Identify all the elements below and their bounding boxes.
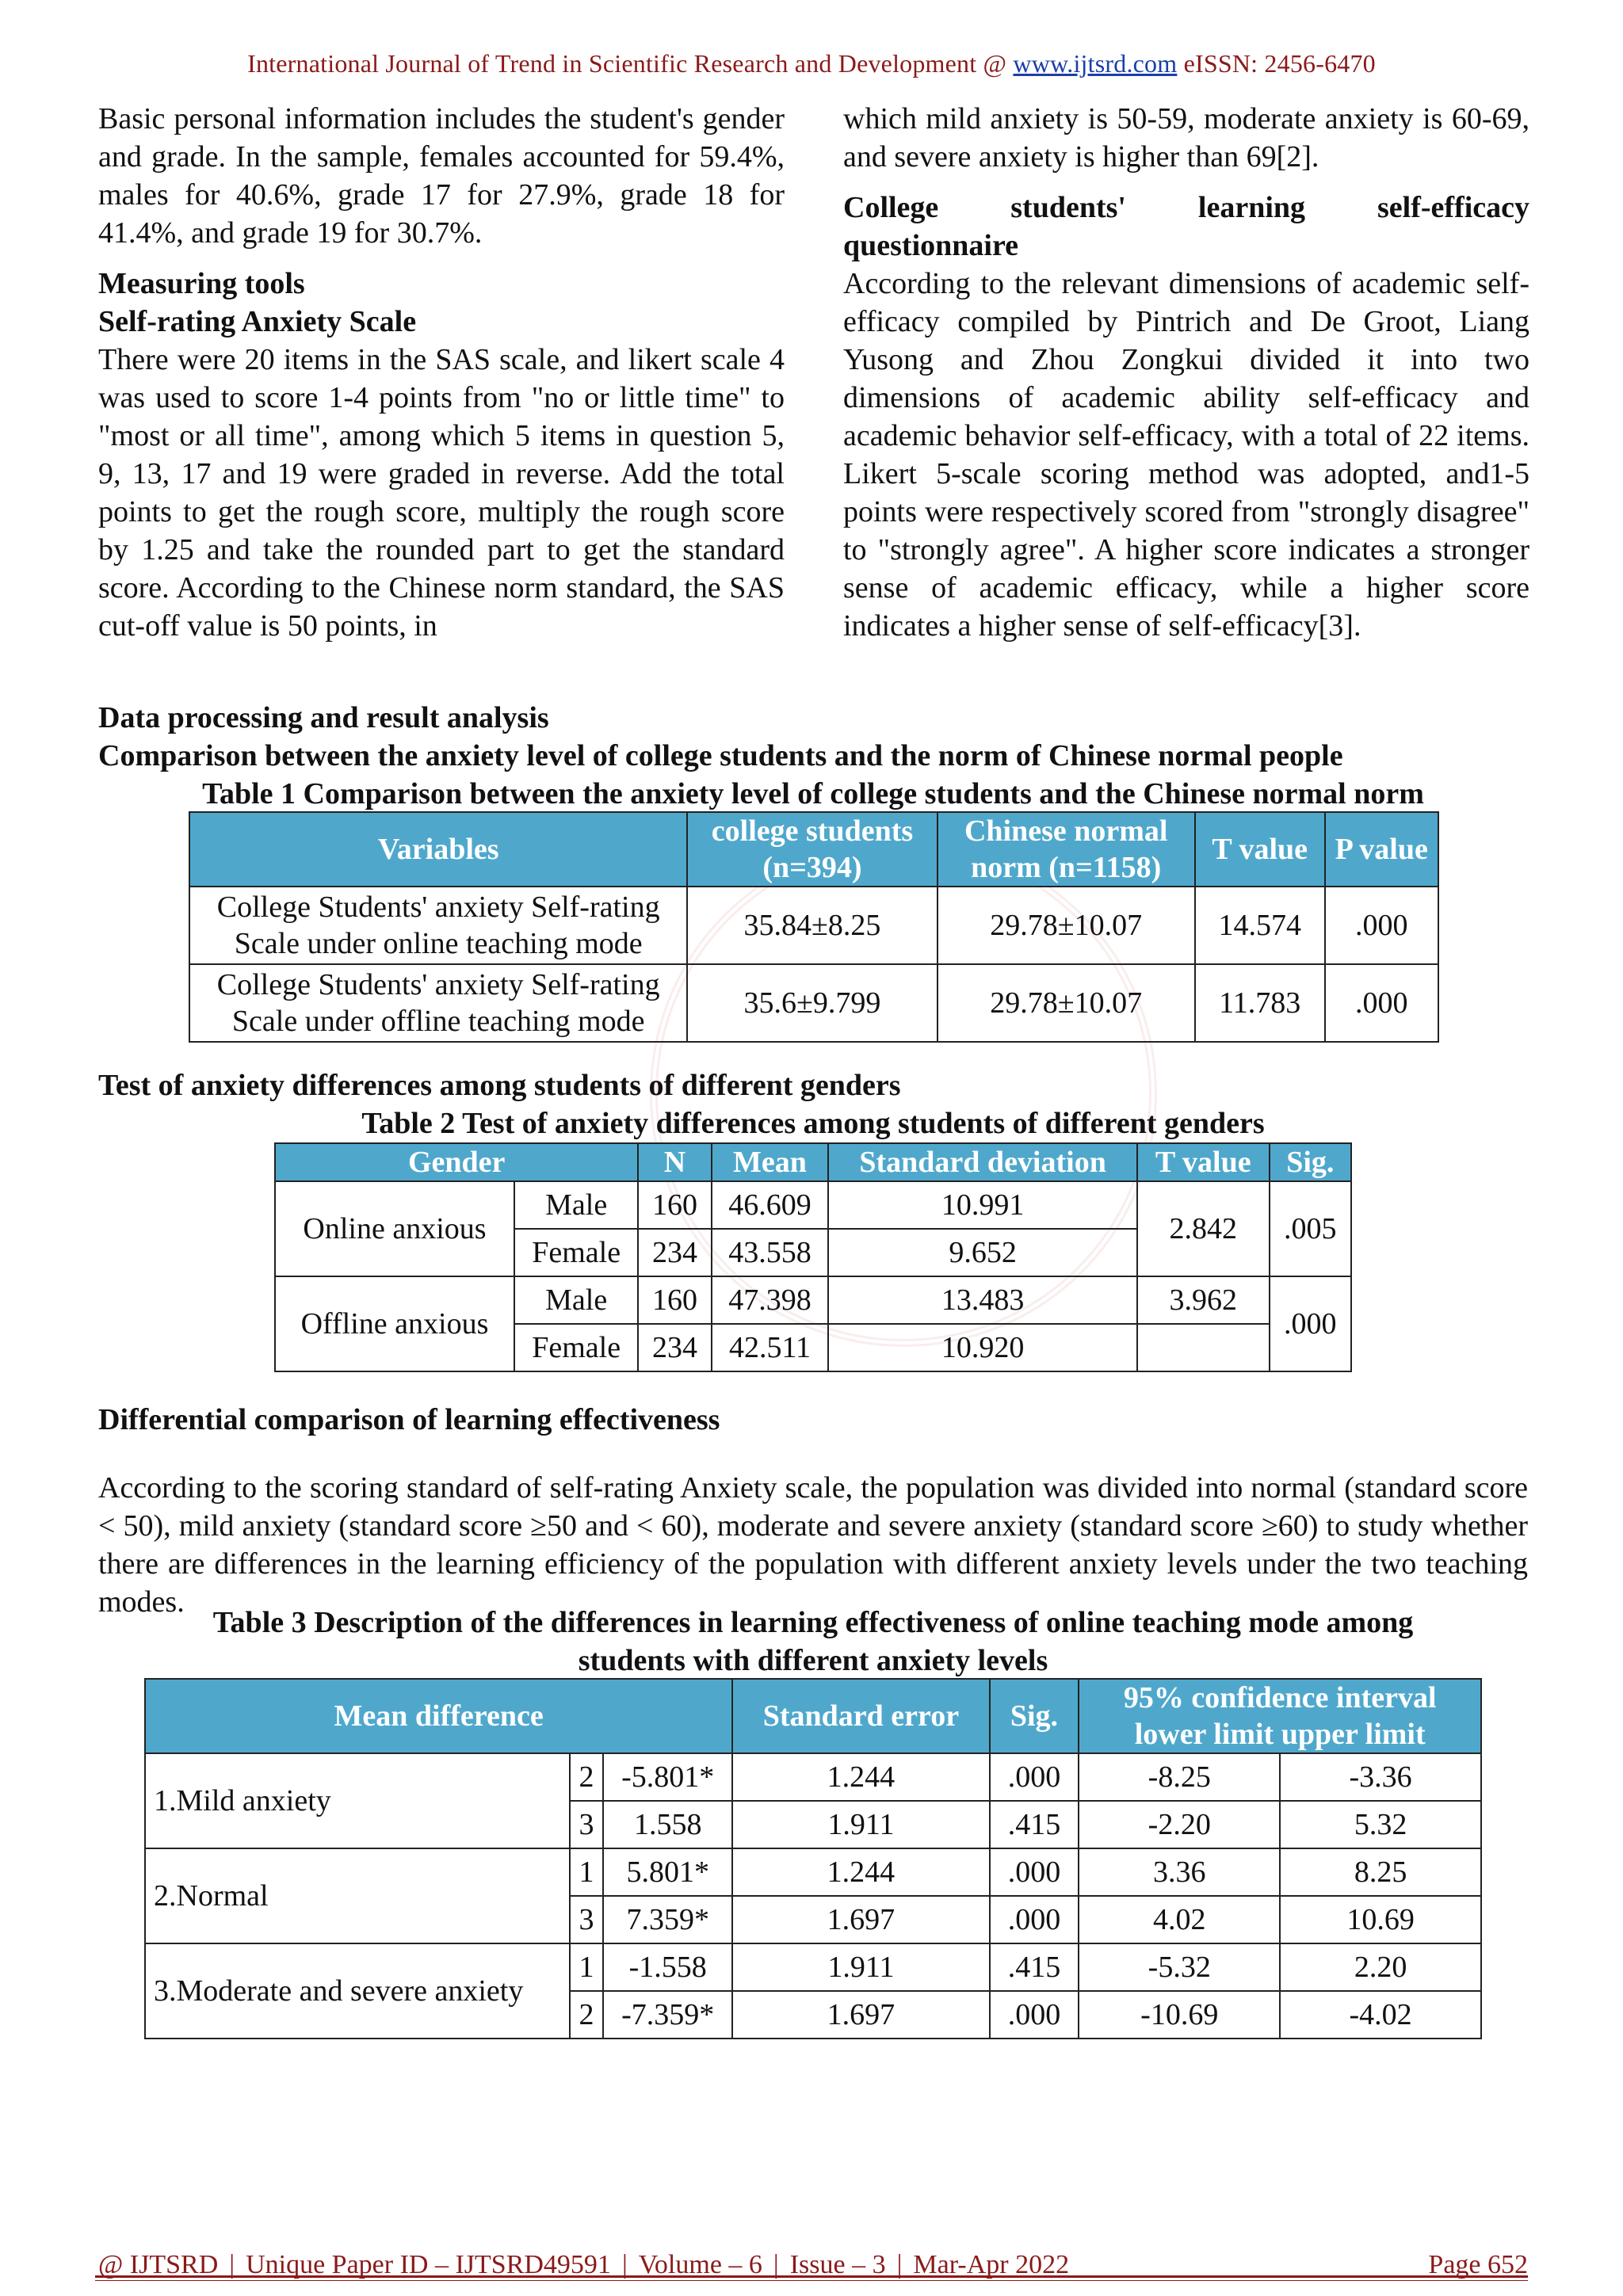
learning-effectiveness-heading: Differential comparison of learning effectiveness bbox=[98, 1403, 720, 1436]
table2-header-gender: Gender bbox=[275, 1143, 638, 1181]
table2-caption: Table 2 Test of anxiety differences among students of different genders bbox=[361, 1107, 1265, 1140]
journal-name: International Journal of Trend in Scientific Research and Development @ bbox=[247, 49, 1007, 78]
page-number: Page 652 bbox=[1428, 2250, 1528, 2279]
sample-paragraph: Basic personal information includes the student's gender and grade. In the sample, females accounted for 59.4%, males for 40.6%, grade 17 for 27.9%, grade 18 for 41.4%, and grade 19 for 30.7%. bbox=[98, 102, 785, 250]
comparison-subheading: Comparison between the anxiety level of college students and the norm of Chinese normal people bbox=[98, 739, 1343, 772]
left-column bbox=[98, 100, 785, 645]
self-efficacy-heading-line2: questionnaire bbox=[843, 229, 1019, 262]
table2-header-sd: Standard deviation bbox=[828, 1143, 1137, 1181]
table-header-row bbox=[189, 812, 1438, 887]
table1-header-norm: Chinese normal norm (n=1158) bbox=[938, 812, 1195, 887]
table3-header-mean-diff: Mean difference bbox=[145, 1679, 732, 1753]
right-column bbox=[843, 100, 1529, 645]
table1-caption: Table 1 Comparison between the anxiety level of college students and the Chinese normal norm bbox=[202, 777, 1424, 810]
page-footer bbox=[98, 2250, 1528, 2280]
section-1 bbox=[98, 699, 1528, 813]
data-processing-heading: Data processing and result analysis bbox=[98, 701, 549, 734]
table-row: Female 234 43.558 9.652 bbox=[275, 1229, 1351, 1276]
table-row: 2 -7.359* 1.697 .000 -10.69 -4.02 bbox=[145, 1991, 1481, 2039]
journal-url-link[interactable]: www.ijtsrd.com bbox=[1013, 49, 1178, 78]
table-2 bbox=[274, 1142, 1352, 1372]
sas-heading: Self-rating Anxiety Scale bbox=[98, 305, 417, 338]
section-2 bbox=[98, 1066, 1528, 1142]
table1-header-p: P value bbox=[1325, 812, 1438, 887]
table2-header-t: T value bbox=[1137, 1143, 1270, 1181]
table3-caption-line1: Table 3 Description of the differences in learning effectiveness of online teaching mode among bbox=[212, 1606, 1414, 1639]
table-row: 3.Moderate and severe anxiety 1 -1.558 1.911 .415 -5.32 2.20 bbox=[145, 1943, 1481, 1991]
table-1 bbox=[189, 811, 1439, 1043]
table3-caption-line2: students with different anxiety levels bbox=[578, 1644, 1048, 1677]
measuring-tools-heading: Measuring tools bbox=[98, 267, 305, 300]
table1-header-t: T value bbox=[1195, 812, 1325, 887]
footer-meta: @ IJTSRD | Unique Paper ID – IJTSRD49591 | Volume – 6 | Issue – 3 | Mar-Apr 2022 bbox=[98, 2250, 1070, 2279]
table1-header-college: college students (n=394) bbox=[687, 812, 937, 887]
table-row: Online anxious Male 160 46.609 10.991 2.842 .005 bbox=[275, 1181, 1351, 1229]
table3-caption-block bbox=[98, 1604, 1528, 1680]
table2-header-n: N bbox=[638, 1143, 711, 1181]
table-row: Female 234 42.511 10.920 bbox=[275, 1324, 1351, 1371]
table-row: Offline anxious Male 160 47.398 13.483 3.962 .000 bbox=[275, 1276, 1351, 1324]
page-header bbox=[0, 49, 1623, 78]
journal-issn: eISSN: 2456-6470 bbox=[1183, 49, 1376, 78]
sas-paragraph: There were 20 items in the SAS scale, and likert scale 4 was used to score 1-4 points from "no or little time" to "most or all time", among which 5 items in question 5, 9, 13, 17 and 19 were graded in reverse. Add the total points to get the rough score, multiply the rough score by 1.25 and take the rounded part to get the standard score. According to the Chinese norm standard, the SAS cut-off value is 50 points, in bbox=[98, 343, 785, 643]
table3-header-se: Standard error bbox=[732, 1679, 989, 1753]
footer-divider-thin bbox=[95, 2280, 1528, 2281]
table-row: College Students' anxiety Self-rating Scale under offline teaching mode 35.6±9.799 29.78±10.07 11.783 .000 bbox=[189, 964, 1438, 1042]
table1-header-variables: Variables bbox=[189, 812, 687, 887]
self-efficacy-paragraph: According to the relevant dimensions of academic self-efficacy compiled by Pintrich and De Groot, Liang Yusong and Zhou Zongkui divided it into two dimensions of academic ability self-efficacy and academic behavior self-efficacy, with a total of 22 items. Likert 5-scale scoring method was adopted, and1-5 points were respectively scored from "strongly disagree" to "strongly agree". A higher score indicates a stronger sense of academic efficacy, while a higher score indicates a higher sense of self-efficacy[3]. bbox=[843, 267, 1529, 643]
table3-header-sig: Sig. bbox=[990, 1679, 1079, 1753]
learning-effectiveness-paragraph: According to the scoring standard of self-rating Anxiety scale, the population was divided into normal (standard score < 50), mild anxiety (standard score ≥50 and < 60), moderate and severe anxiety (standard score ≥60) to study whether there are differences in the learning efficiency of the population with different anxiety levels under the two teaching modes. bbox=[98, 1471, 1528, 1619]
table-3 bbox=[144, 1678, 1482, 2039]
table-row: 3 7.359* 1.697 .000 4.02 10.69 bbox=[145, 1896, 1481, 1943]
table-header-row bbox=[145, 1679, 1481, 1753]
table-row: 1.Mild anxiety 2 -5.801* 1.244 .000 -8.25 -3.36 bbox=[145, 1753, 1481, 1801]
table2-header-sig: Sig. bbox=[1270, 1143, 1351, 1181]
gender-test-heading: Test of anxiety differences among students of different genders bbox=[98, 1069, 901, 1102]
table-row: 2.Normal 1 5.801* 1.244 .000 3.36 8.25 bbox=[145, 1848, 1481, 1896]
table-row: College Students' anxiety Self-rating Scale under online teaching mode 35.84±8.25 29.78±10.07 14.574 .000 bbox=[189, 887, 1438, 964]
table-header-row bbox=[275, 1143, 1351, 1181]
table2-header-mean: Mean bbox=[712, 1143, 829, 1181]
table3-header-ci: 95% confidence interval lower limit upper limit bbox=[1079, 1679, 1481, 1753]
self-efficacy-heading: College students' learning self-efficacy bbox=[843, 191, 1529, 224]
table-row: 3 1.558 1.911 .415 -2.20 5.32 bbox=[145, 1801, 1481, 1848]
anxiety-range-paragraph: which mild anxiety is 50-59, moderate anxiety is 60-69, and severe anxiety is higher than 69[2]. bbox=[843, 102, 1529, 174]
